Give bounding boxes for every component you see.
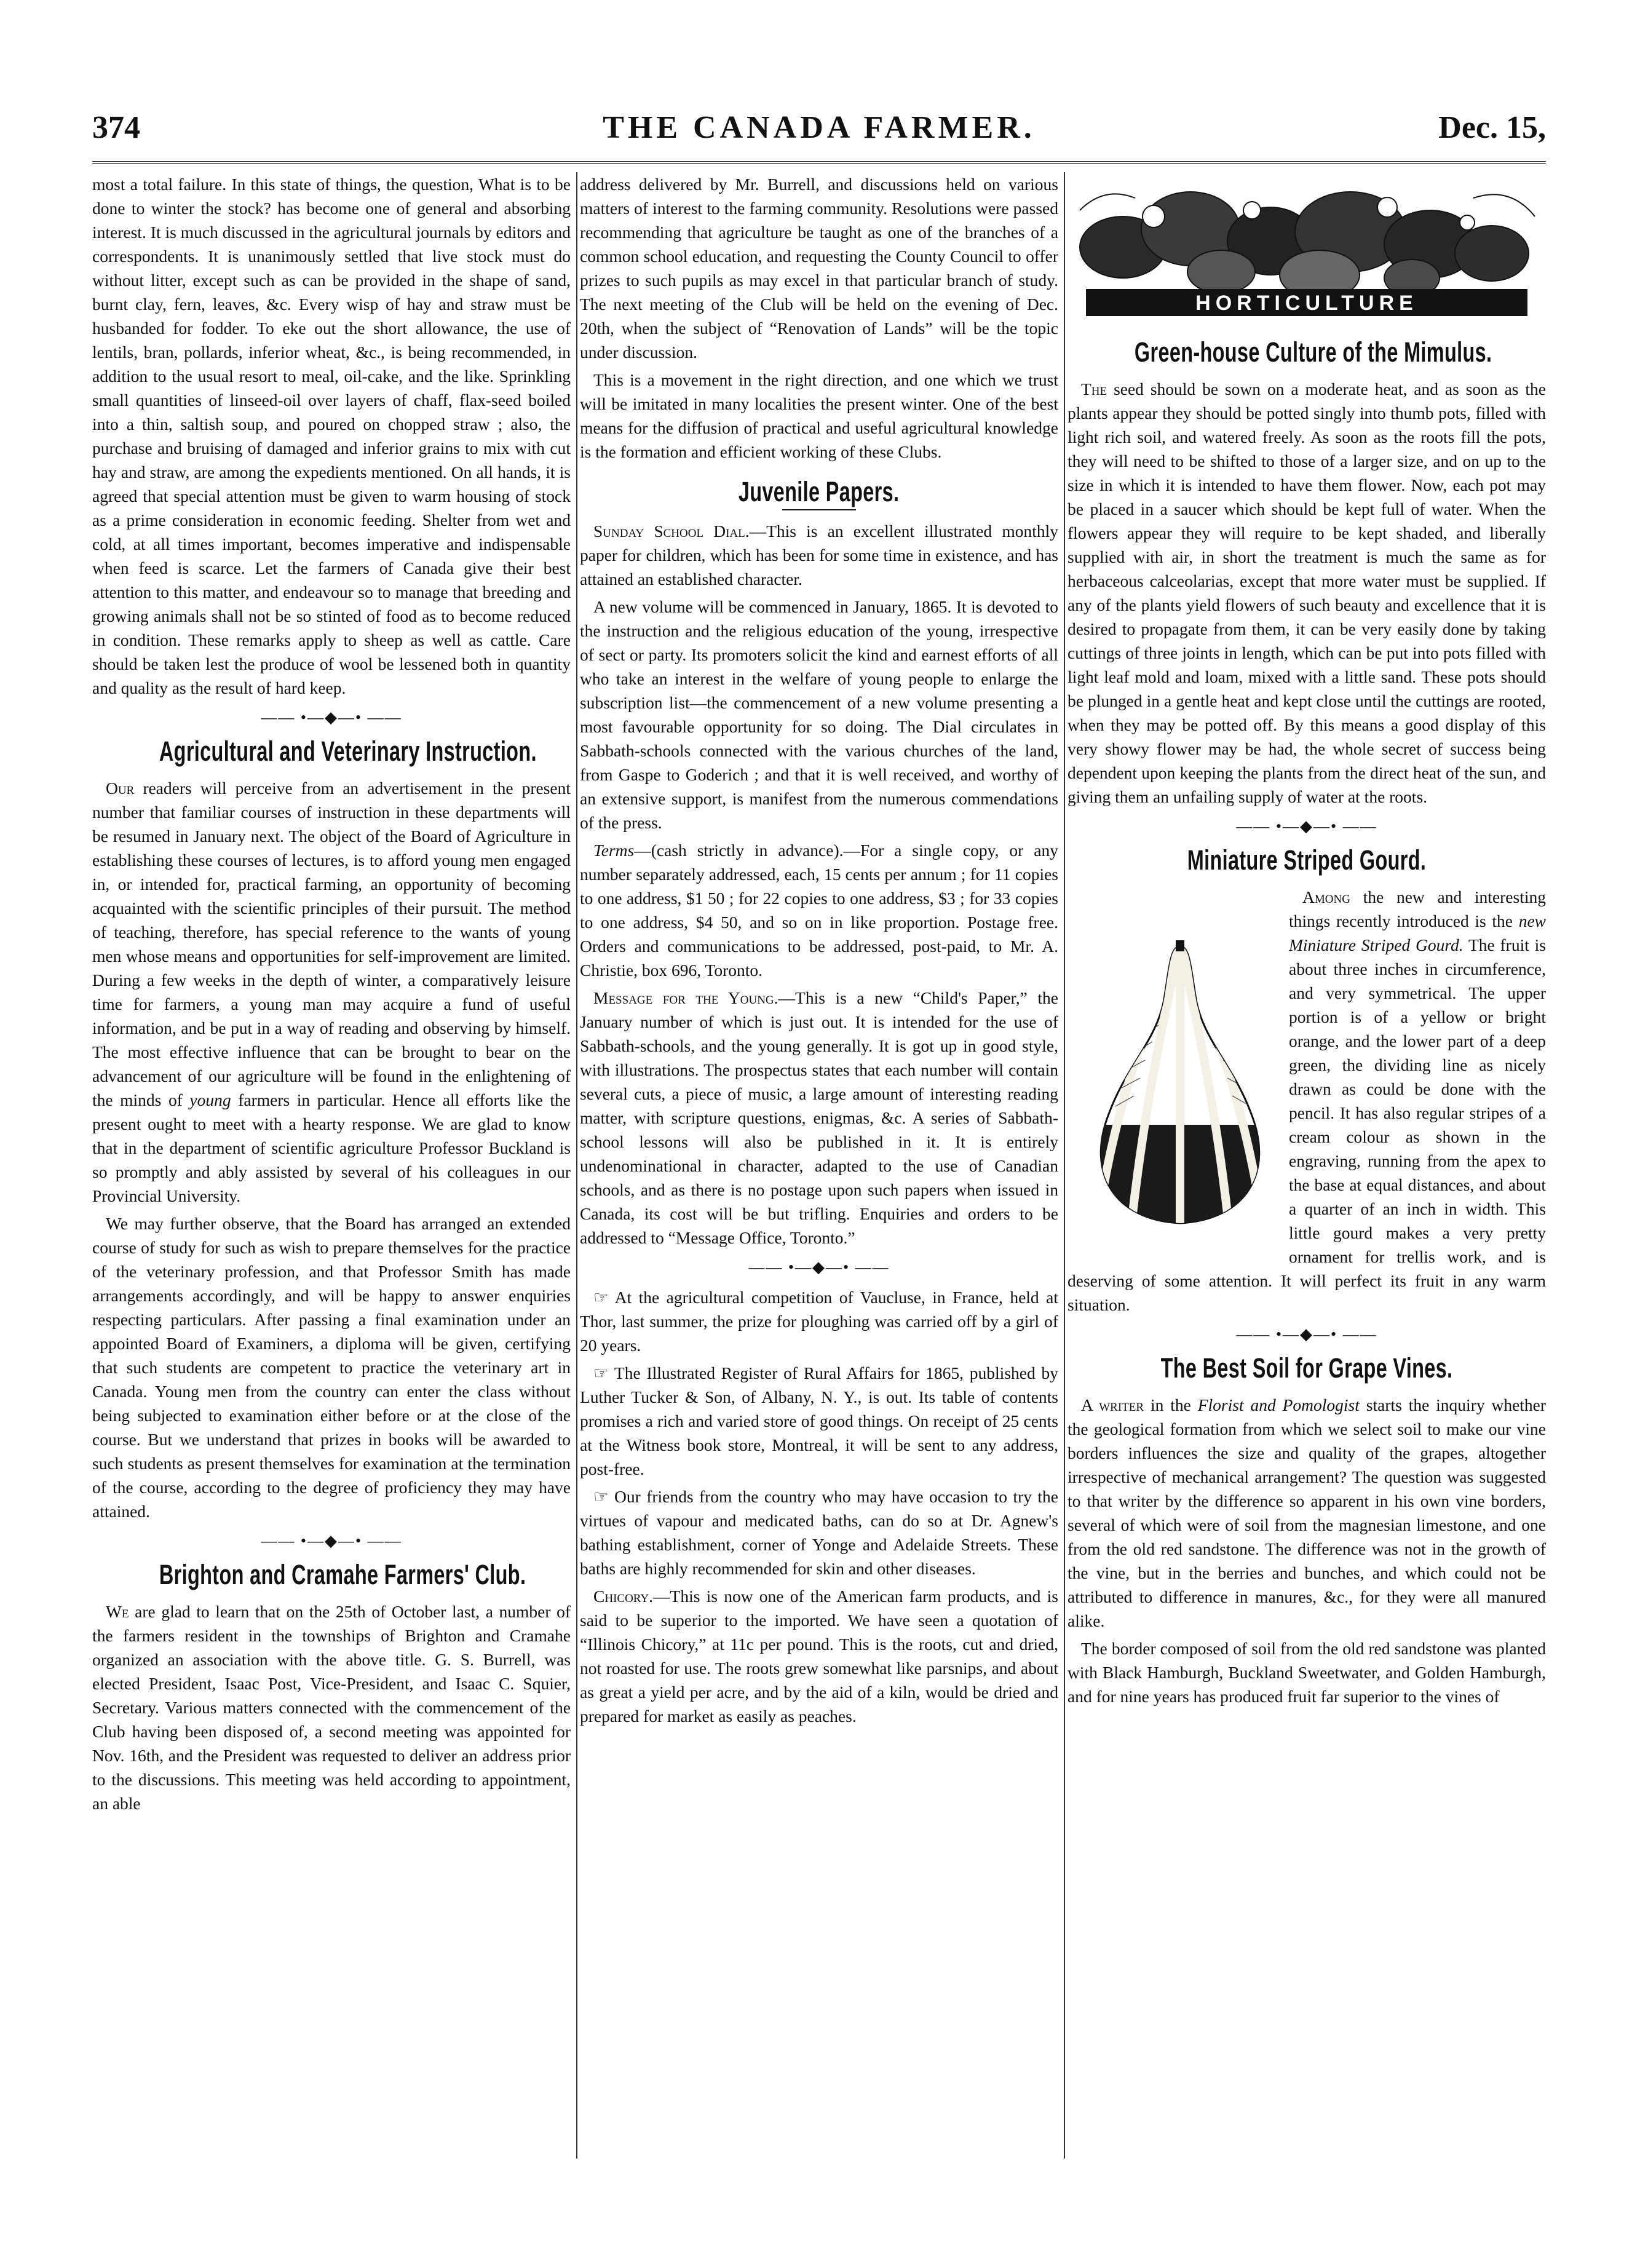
heading-juvenile-papers: Juvenile Papers. (739, 476, 900, 507)
paragraph: most a total failure. In this state of things, the question, What is to be done to winter the stock? has become one of general and absorbing interest. It is much discussed in the agricultural journals by editors and correspondents. It is unanimously settled that live stock must do without litter, except such as can be provided in the shape of sand, burnt clay, fern, leaves, &c. Every wisp of hay and straw must be husbanded for fodder. To eke out the short allowance, the use of lentils, bran, pollards, inferior wheat, &c., is being recommended, in addition to the usual resort to meal, oil-cake, and the like. Sprinkling small quantities of linseed-oil over layers of chaff, flax-seed boiled into a thin, saltish soup, and poured on chopped straw ; also, the purchase and bruising of damaged and inferior grains to mix with cut hay and straw, are among the expedients mentioned. On all hands, it is agreed that special attention must be given to warm housing of stock as a prime consideration in economic feeding. Shelter from wet and cold, at all times important, becomes imperative and indispensable when feed is scarce. Let the farmers of Canada give their best attention to this matter, and endeavour so to manage that breeding and growing animals shall not be so stinted of food as to become reduced in condition. These remarks apply to sheep as well as cattle. Care should be taken lest the produce of wool be lessened both in quantity and quality as the result of hard keep. (92, 175, 571, 697)
paragraph: ☞ Our friends from the country who may have occasion to try the virtues of vapour and medicated baths, can do so at Dr. Agnew's bathing establishment, corner of Yonge and Adelaide Streets. These baths are highly recommended for skin and other diseases. (580, 1487, 1058, 1578)
paragraph: A new volume will be commenced in January, 1865. It is devoted to the instruction and the religious education of the young, irrespective of sect or party. Its promoters solicit the kind and earnest efforts of all who take an interest in the welfare of young people to enlarge the subscription list—the commencement of a new volume presenting a most favourable opportunity for so doing. The Dial circulates in Sabbath-schools connected with the various churches of the land, from Gaspe to Goderich ; and that it is well received, and worthy of an extensive support, is manifest from the numerous commendations of the press. (580, 597, 1058, 832)
paragraph: Terms—(cash strictly in advance).—For a single copy, or any number separately addressed, each, 15 cents per annum ; for 11 copies to one address, $1 50 ; for 22 copies to one address, $3 ; for 33 copies to one address, $4 50, and so on in like proportion. Postage free. Orders and communications to be addressed, post-paid, to Mr. A. Christie, box 696, Toronto. (580, 841, 1058, 980)
heading-agricultural-instruction: Agricultural and Veterinary Instruction. (159, 736, 537, 767)
paragraph: ☞ The Illustrated Register of Rural Affairs for 1865, published by Luther Tucker & Son, of Albany, N. Y., is out. Its table of contents promises a rich and varied store of good things. On receipt of 25 cents at the Witness book store, Montreal, it will be sent to any address, post-free. (580, 1363, 1058, 1478)
paragraph: address delivered by Mr. Burrell, and discussions held on various matters of interest to the farming community. Resolutions were passed recommending that agriculture be taught as one of the branches of a common school education, and requesting the County Council to offer prizes to such pupils as may excel in that particular branch of study. The next meeting of the Club will be held on the evening of Dec. 20th, when the subject of “Renovation of Lands” will be the topic under discussion. (580, 175, 1058, 362)
issue-date: Dec. 15, (1438, 110, 1546, 145)
lead-word: The (1081, 379, 1107, 398)
paragraph: The border composed of soil from the old red sandstone was planted with Black Hamburgh, Buckland Sweetwater, and Golden Hamburgh, and for nine years has produced fruit far superior to the vines of (1068, 1639, 1546, 1706)
lead-word: Chicory. (593, 1587, 654, 1606)
column-divider (576, 172, 577, 2159)
paragraph: A writer in the Florist and Pomologist starts the inquiry whether the geological formation from which we select soil to make our vine borders influences the size and quality of the grapes, altogether irrespective of mechanical arrangement? The question was suggested to that writer by the difference so apparent in his own vine borders, several of which were of soil from the magnesian limestone, and one from the old red sandstone. The difference was not in the growth of the vine, but in the berries and bunches, and which could not be attributed to difference in manures, &c., for they were all manured alike. (1068, 1395, 1546, 1630)
column-2 (580, 172, 1058, 2159)
lead-word: We (106, 1602, 129, 1621)
paragraph: Chicory.—This is now one of the American farm products, and is said to be superior to the imported. We have seen a quotation of “Illinois Chicory,” at 11c per pound. This is the roots, cut and dried, not roasted for use. The roots grew somewhat like parsnips, and about as great a yield per acre, and by the aid of a kiln, would be dried and prepared for market as easily as peaches. (580, 1587, 1058, 1726)
paragraph: We may further observe, that the Board has arranged an extended course of study for such as wish to prepare themselves for the practice of the veterinary profession, and that Professor Smith has made arrangements accordingly, and will be happy to answer enquiries respecting particulars. After passing a final examination under an appointed Board of Examiners, a diploma will be given, certifying that such students are competent to practice the veterinary art in Canada. Young men from the country can enter the class without being subjected to examination either before or at the close of the course. But we understand that prizes in books will be awarded to such students as present themselves for examination at the termination of the course, according to the degree of proficiency they may have attained. (92, 1214, 571, 1521)
heading-brighton-club: Brighton and Cramahe Farmers' Club. (159, 1559, 526, 1590)
masthead-title: THE CANADA FARMER. (603, 110, 1036, 145)
section-ornament: —— •—◆—• —— (1236, 1325, 1377, 1343)
lead-word: Terms (593, 841, 635, 860)
header-rule (92, 161, 1546, 164)
paragraph: Among the new and interesting things recently introduced is the new Miniature Striped Gourd. The fruit is about three inches in circumference, and very symmetrical. The upper portion is of a yellow or bright orange, and the lower part of a deep green, the dividing line as nicely drawn as could be done with the pencil. It has also regular stripes of a cream colour as shown in the engraving, running from the apex to the base at equal distances, and about a quarter of an inch in width. This little gourd makes a very pretty ornament for trellis work, and is deserving of some attention. It will perfect its fruit in any warm situation. (1068, 887, 1546, 1314)
page-number: 374 (92, 110, 140, 145)
banner-label: HORTICULTURE (1195, 291, 1418, 315)
section-ornament: —— •—◆—• —— (261, 708, 402, 726)
section-ornament: —— •—◆—• —— (1236, 817, 1377, 835)
paragraph: This is a movement in the right direction, and one which we trust will be imitated in many localities the present winter. One of the best means for the diffusion of practical and useful agricultural knowledge is the formation and efficient working of these Clubs. (580, 370, 1058, 461)
section-ornament: —— •—◆—• —— (748, 1258, 890, 1276)
horticulture-banner-illustration (1068, 173, 1546, 321)
lead-word: Sunday School Dial. (593, 521, 750, 541)
column-divider (1064, 172, 1065, 2159)
heading-grape-vines: The Best Soil for Grape Vines. (1160, 1352, 1453, 1384)
paragraph: Our readers will perceive from an advertisement in the present number that familiar courses of instruction in these departments will be resumed in January next. The object of the Board of Agriculture in establishing these courses of lectures, is to afford young men engaged in, or intended for, practical farming, an opportunity of becoming acquainted with the scientific principles of their pursuit. The method of teaching, therefore, has special reference to the wants of young men whose means and opportunities for self-improvement are limited. During a few weeks in the depth of winter, a comparatively leisure time for farmers, a young man may acquire a fund of useful information, and be put in a way of reading and observing by himself. The most effective influence that can be brought to bear on the advancement of our agriculture will be found in the enlightening of the minds of young farmers in particular. Hence all efforts like the present ought to meet with a hearty response. We are glad to know that in the department of scientific agriculture Professor Buckland is so promptly and ably assisted by several of his colleagues in our Provincial University. (92, 779, 571, 1205)
lead-word: A writer (1081, 1395, 1144, 1414)
section-ornament: —— •—◆—• —— (261, 1532, 402, 1550)
heading-striped-gourd: Miniature Striped Gourd. (1187, 844, 1427, 876)
lead-word: Our (106, 779, 135, 798)
paragraph: Message for the Young.—This is a new “Child's Paper,” the January number of which is just out. It is intended for the use of Sabbath-schools, and the young generally. It is got up in good style, with illustrations. The prospectus states that each number will contain several cuts, a piece of music, a large amount of interesting reading matter, with scripture questions, enigmas, &c. A series of Sabbath-school lessons will also be published in it. It is entirely undenominational in character, adapted to the use of Canadian schools, and as there is no postage upon such papers when issued in Canada, its cost will be but trifling. Enquiries and orders to be addressed to “Message Office, Toronto.” (580, 988, 1058, 1247)
paragraph: ☞ At the agricultural competition of Vaucluse, in France, held at Thor, last summer, the prize for ploughing was carried off by a girl of 20 years. (580, 1288, 1058, 1355)
paragraph: Sunday School Dial.—This is an excellent illustrated monthly paper for children, which has been for some time in existence, and has attained an established character. (580, 521, 1058, 589)
juvenile-heading-block (580, 476, 1058, 510)
heading-mimulus: Green-house Culture of the Mimulus. (1134, 336, 1492, 368)
lead-word: Message for the Young. (593, 988, 778, 1007)
heading-underline (782, 509, 856, 510)
paragraph: The seed should be sown on a moderate heat, and as soon as the plants appear they should be potted singly into thumb pots, filled with light rich soil, and watered freely. As soon as the roots fill the pots, they will need to be shifted to those of a larger size, and on up to the size in which it is intended to have them flower. Now, each pot may be placed in a saucer which should be kept full of water. When the flowers appear they will require to be kept shaded, and liberally supplied with air, in short the treatment is much the same as for herbaceous calceolarias, except that more water must be supplied. If any of the plants yield flowers of such beauty and excellence that it is desired to propagate from them, it can be very easily done by taking cuttings of three joints in length, which can be put into pots filled with light leaf mold and loam, mixed with a little sand. These pots should be plunged in a gentle heat and kept close until the cuttings are rooted, when they may be potted off. By this means a good display of this very showy flower may be had, the whole secret of success being dependent upon keeping the plants from the direct heat of the sun, and giving them an unfailing supply of water at the roots. (1068, 379, 1546, 806)
lead-word: Among (1302, 887, 1350, 906)
column-1 (92, 172, 571, 2159)
striped-gourd-illustration (1072, 940, 1288, 1229)
paragraph: We are glad to learn that on the 25th of October last, a number of the farmers resident in the townships of Brighton and Cramahe organized an association with the above title. G. S. Burrell, was elected President, Isaac Post, Vice-President, and Isaac C. Squier, Secretary. Various matters connected with the commencement of the Club having been disposed of, a second meeting was appointed for Nov. 16th, and the President was requested to deliver an address prior to the discussions. This meeting was held according to appointment, an able (92, 1602, 571, 1813)
column-3 (1068, 172, 1546, 2159)
page-header (92, 109, 1546, 159)
gourd-article (1068, 885, 1546, 1317)
